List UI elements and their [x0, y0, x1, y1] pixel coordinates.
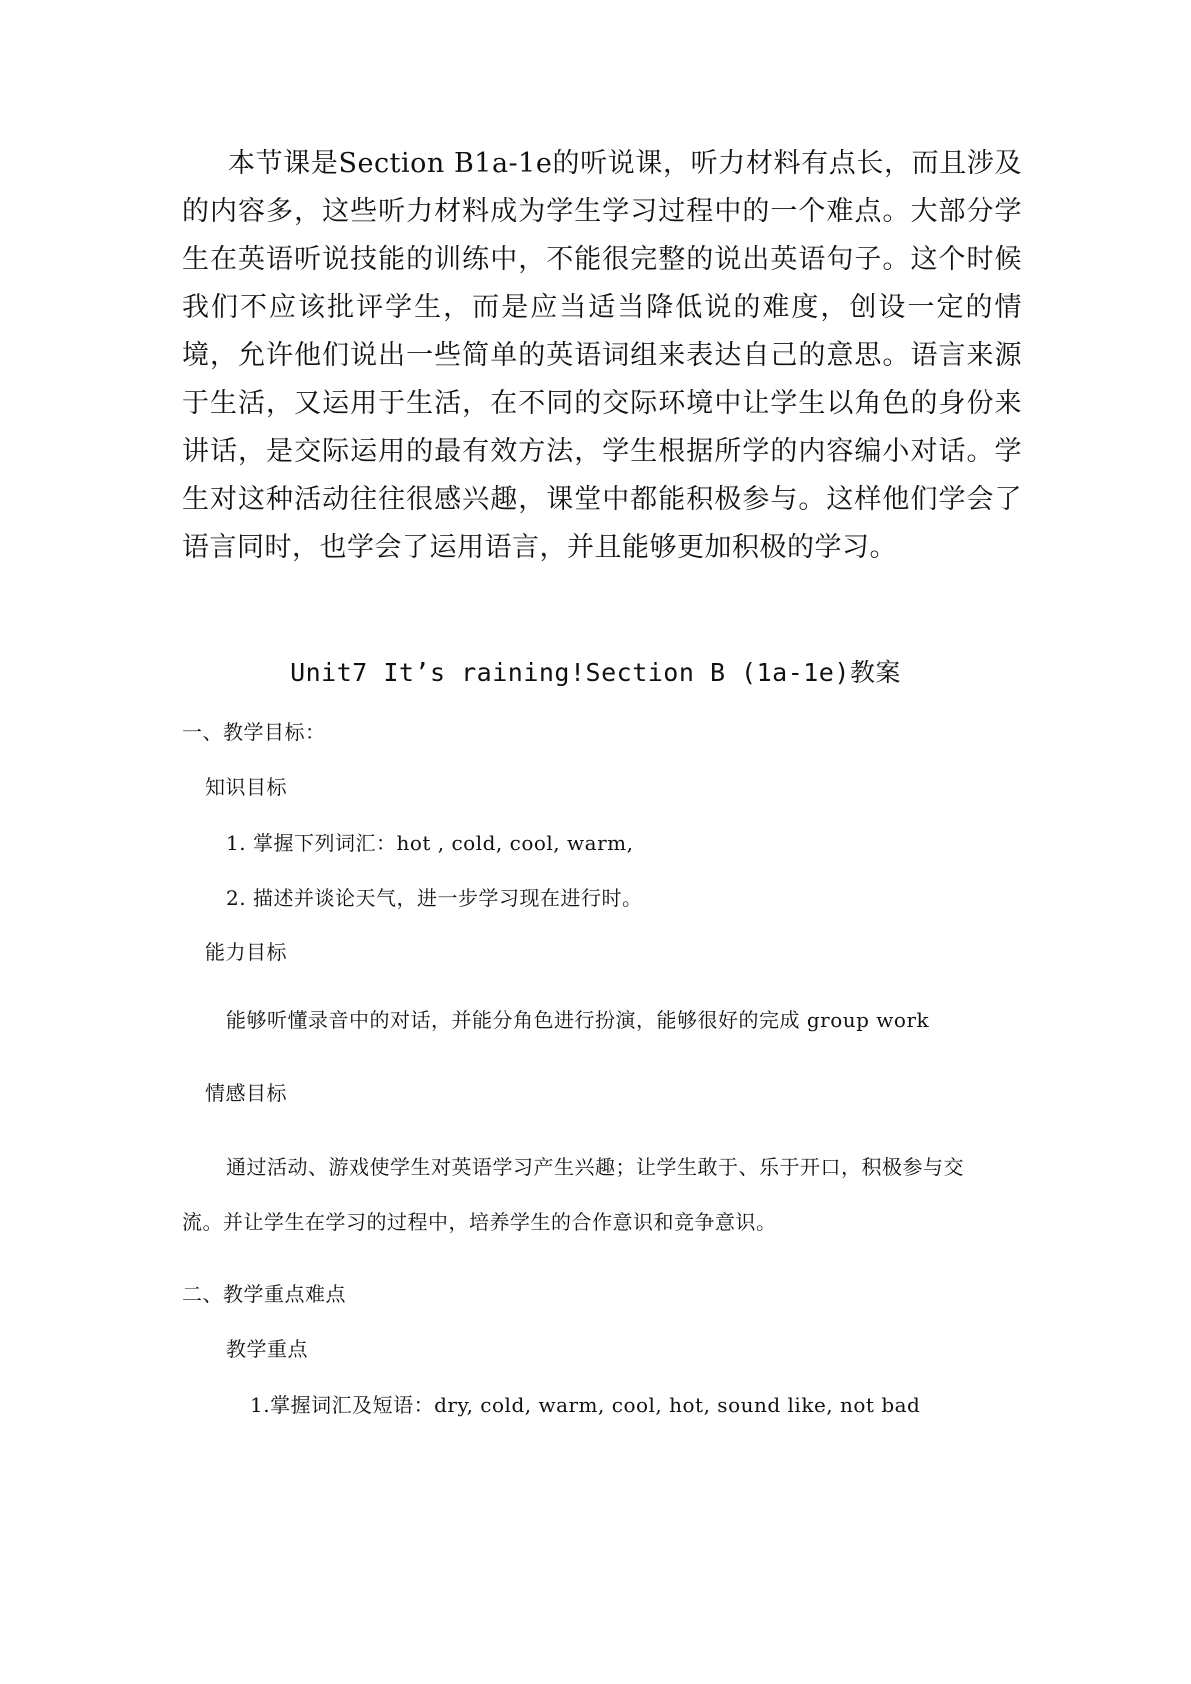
key-points-item-1: 1.掌握词汇及短语：dry, cold, warm, cool, hot, sound like, not bad — [250, 1393, 921, 1417]
emotion-goals-text-line1: 通过活动、游戏使学生对英语学习产生兴趣；让学生敢于、乐于开口，积极参与交 — [226, 1155, 964, 1179]
emotion-goals-label: 情感目标 — [205, 1081, 287, 1105]
ability-goals-label: 能力目标 — [205, 940, 287, 964]
teaching-goals-heading: 一、教学目标： — [182, 720, 326, 744]
knowledge-item-2: 2. 描述并谈论天气，进一步学习现在进行时。 — [226, 886, 643, 910]
knowledge-item-1: 1. 掌握下列词汇：hot , cold, cool, warm, — [226, 831, 634, 855]
emotion-goals-text-line2: 流。并让学生在学习的过程中，培养学生的合作意识和竞争意识。 — [182, 1210, 777, 1234]
key-points-sub-label: 教学重点 — [226, 1337, 308, 1361]
knowledge-goals-label: 知识目标 — [205, 775, 287, 799]
lesson-title: Unit7 It’s raining!Section B (1a-1e)教案 — [290, 658, 901, 687]
ability-goals-text: 能够听懂录音中的对话，并能分角色进行扮演，能够很好的完成 group work — [226, 1008, 930, 1032]
intro-paragraph: 本节课是Section B1a-1e的听说课，听力材料有点长，而且涉及的内容多，这些听力材料成为学生学习过程中的一个难点。大部分学生在英语听说技能的训练中，不能很完整的说出英语句子。这个时候我们不应该批评学生，而是应当适当降低说的难度，创设一定的情境，允许他们说出一些简单的英语词组来表达自己的意思。语言来源于生活，又运用于生活，在不同的交际环境中让学生以角色的身份来讲话，是交际运用的最有效方法，学生根据所学的内容编小对话。学生对这种活动往往很感兴趣，课堂中都能积极参与。这样他们学会了语言同时，也学会了运用语言，并且能够更加积极的学习。 — [182, 148, 1022, 563]
key-points-heading: 二、教学重点难点 — [182, 1282, 346, 1306]
intro-section — [182, 140, 1022, 572]
